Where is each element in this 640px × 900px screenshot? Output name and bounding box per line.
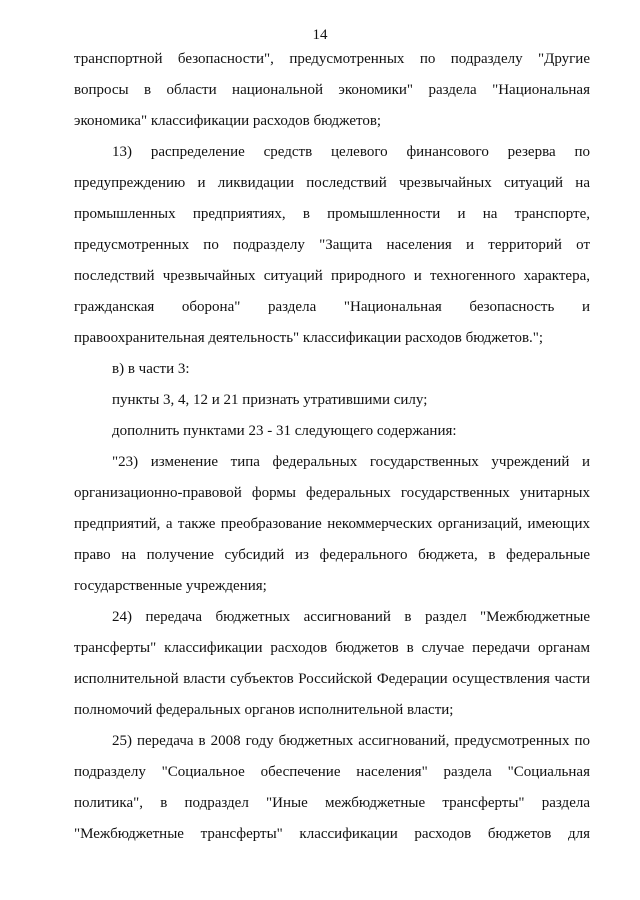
paragraph-subsection-v — [74, 354, 590, 385]
text-line: промышленных предприятиях, в промышленности и на транспорте, — [74, 206, 590, 222]
text-line: в) в части 3: — [112, 361, 190, 377]
text-line: правоохранительная деятельность" классификации расходов бюджетов."; — [74, 330, 544, 346]
paragraph-item-23 — [74, 447, 590, 602]
text-line: 24) передача бюджетных ассигнований в раздел "Межбюджетные — [112, 609, 590, 625]
text-line: вопросы в области национальной экономики" раздела "Национальная — [74, 82, 590, 98]
text-line: предусмотренных по подразделу "Защита населения и территорий от — [74, 237, 590, 253]
text-line: полномочий федеральных органов исполнительной власти; — [74, 702, 454, 718]
text-line: государственные учреждения; — [74, 578, 267, 594]
page-number: 14 — [312, 27, 328, 43]
text-line: трансферты" классификации расходов бюджетов в случае передачи органам — [74, 640, 590, 656]
text-line: 13) распределение средств целевого финансового резерва по — [112, 144, 590, 160]
document-body — [74, 44, 590, 850]
text-line: транспортной безопасности", предусмотренных по подразделу "Другие — [74, 51, 590, 67]
paragraph-item-24 — [74, 602, 590, 726]
paragraph-repeal-items — [74, 385, 590, 416]
text-line: "23) изменение типа федеральных государственных учреждений и — [112, 454, 590, 470]
paragraph-item-13 — [74, 137, 590, 354]
text-line: 25) передача в 2008 году бюджетных ассигнований, предусмотренных по — [112, 733, 590, 749]
text-line: дополнить пунктами 23 - 31 следующего содержания: — [112, 423, 457, 439]
text-line: экономика" классификации расходов бюджетов; — [74, 113, 382, 129]
text-line: подразделу "Социальное обеспечение населения" раздела "Социальная — [74, 764, 590, 780]
paragraph-item-25 — [74, 726, 590, 850]
text-line: предприятий, а также преобразование некоммерческих организаций, имеющих — [74, 516, 590, 532]
text-line: предупреждению и ликвидации последствий чрезвычайных ситуаций на — [74, 175, 590, 191]
text-line: гражданская оборона" раздела "Национальная безопасность и — [74, 299, 590, 315]
paragraph-add-items — [74, 416, 590, 447]
text-line: пункты 3, 4, 12 и 21 признать утратившими силу; — [112, 392, 428, 408]
text-line: организационно-правовой формы федеральных государственных унитарных — [74, 485, 590, 501]
text-line: исполнительной власти субъектов Российской Федерации осуществления части — [74, 671, 590, 687]
text-line: "Межбюджетные трансферты" классификации расходов бюджетов для — [74, 826, 590, 842]
paragraph-continuation — [74, 44, 590, 137]
text-line: политика", в подраздел "Иные межбюджетные трансферты" раздела — [74, 795, 590, 811]
text-line: право на получение субсидий из федерального бюджета, в федеральные — [74, 547, 590, 563]
text-line: последствий чрезвычайных ситуаций природного и техногенного характера, — [74, 268, 590, 284]
